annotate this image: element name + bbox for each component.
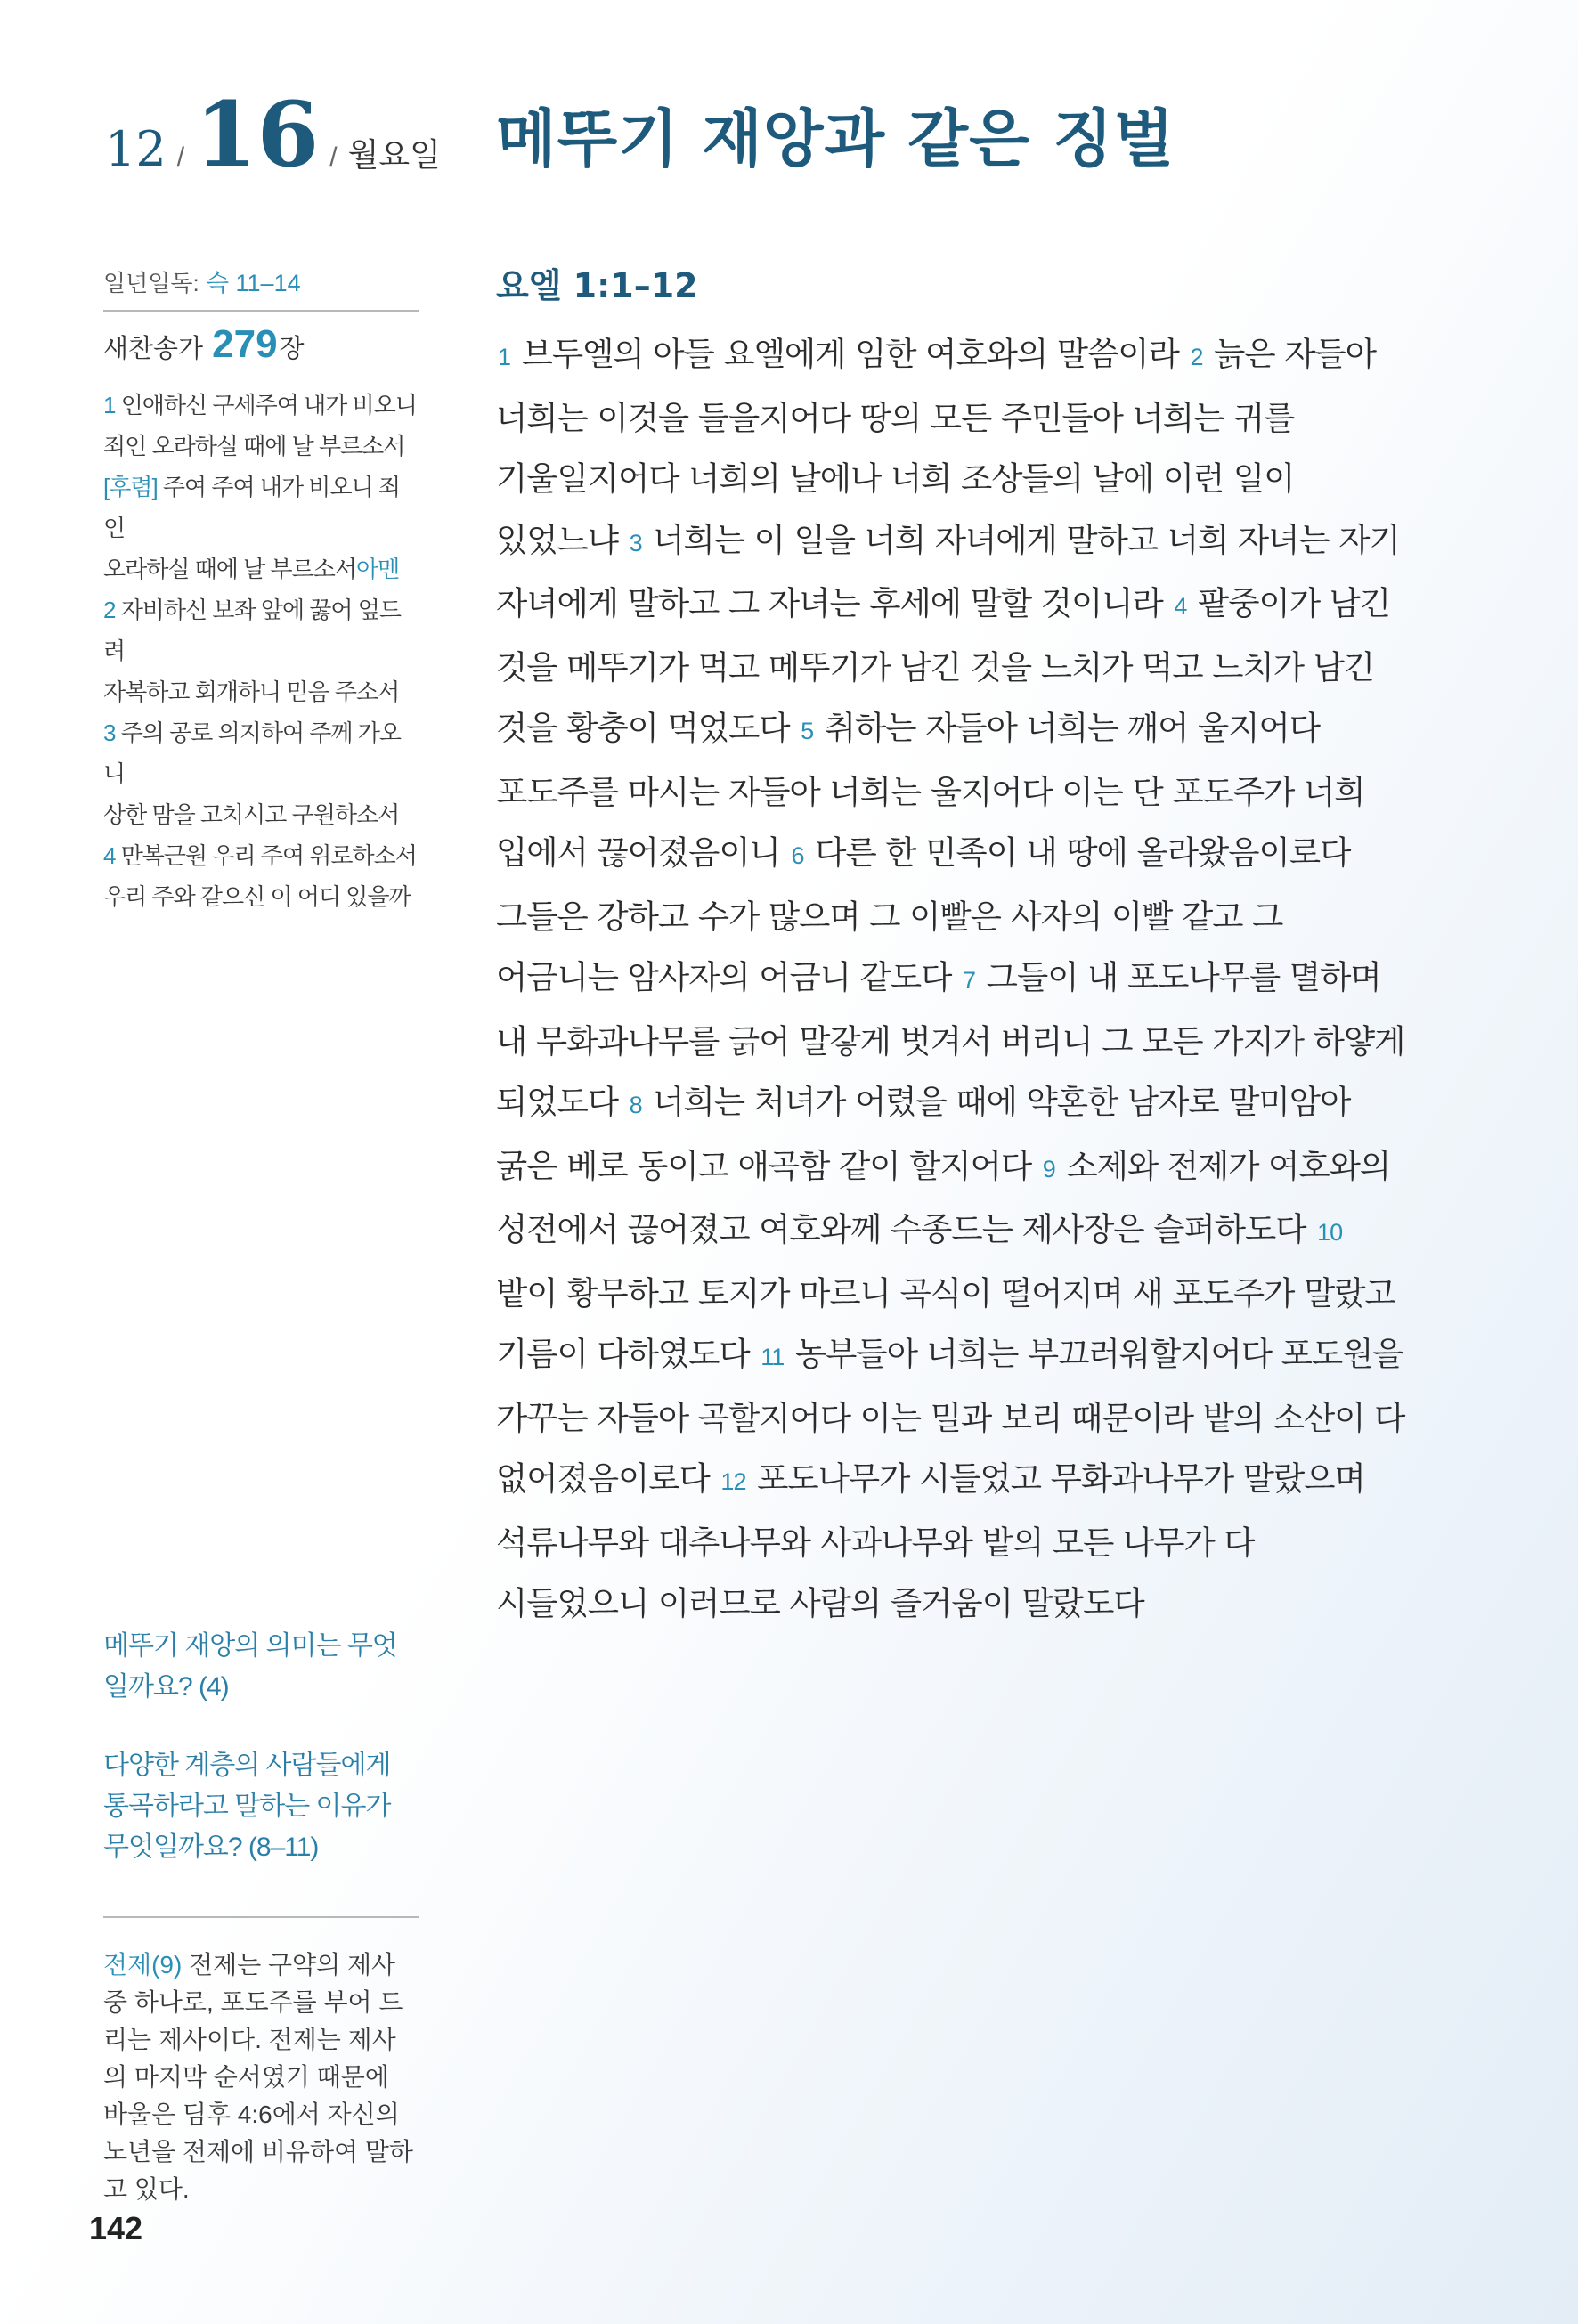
lyric-line <box>103 548 419 589</box>
date-separator-2: / <box>329 142 338 172</box>
verse-text: 너희는 이 일을 너희 자녀에게 말하고 너희 자녀는 자기 자녀에게 말하고 그 자녀는 후세에 말할 것이니라 <box>496 520 1400 622</box>
verse-text: 소제와 전제가 여호와의 성전에서 끊어졌고 여호와께 수종드는 제사장은 슬퍼하도다 <box>496 1146 1391 1248</box>
hymn-label: 새찬송가 <box>103 335 204 363</box>
verse-number: 8 <box>629 1092 642 1118</box>
verse-number: 3 <box>629 529 642 557</box>
verse-text: 그들이 내 포도나무를 멸하며 내 무화과나무를 긁어 말갛게 벗겨서 버리니 그 모든 가지가 하얗게 되었도다 <box>496 958 1405 1121</box>
verse-number: 12 <box>720 1468 746 1495</box>
scripture-reference: 요엘 1:1–12 <box>496 266 698 305</box>
verse-number: 5 <box>801 718 814 744</box>
lyric-line: 죄인 오라하실 때에 날 부르소서 <box>103 433 405 459</box>
verse-text: 너희는 처녀가 어렸을 때에 약혼한 남자로 말미암아 굵은 베로 동이고 애곡함 같이 할지어다 <box>496 1083 1351 1185</box>
amen-tag: 아멘 <box>355 556 400 582</box>
verse-text: 밭이 황무하고 토지가 마르니 곡식이 떨어지며 새 포도주가 말랐고 기름이 다하였도다 <box>496 1273 1395 1373</box>
verse-text: 다른 한 민족이 내 땅에 올라왔음이로다 그들은 강하고 수가 많으며 그 이빨은 사자의 이빨 같고 그 어금니는 암사자의 어금니 같도다 <box>496 833 1351 996</box>
verse-number: 4 <box>1174 593 1187 620</box>
question-item: 다양한 계층의 사람들에게 통곡하라고 말하는 이유가 무엇일까요? (8–11) <box>103 1751 391 1862</box>
verse-number: 6 <box>791 842 804 869</box>
date-weekday: 월요일 <box>347 137 441 174</box>
lyric-line <box>103 385 419 426</box>
verse-number: 2 <box>1190 344 1203 370</box>
lyric-text: 주의 공로 의지하여 주께 가오니 <box>103 719 401 787</box>
lyric-line <box>103 835 419 876</box>
verse-text: 취하는 자들아 너희는 깨어 울지어다 포도주를 마시는 자들아 너희는 울지어다 이는 단 포도주가 너희 입에서 끊어졌음이니 <box>496 709 1365 872</box>
verse-number: 11 <box>761 1344 785 1370</box>
lyric-text: 주여 주여 내가 비오니 죄인 <box>103 474 400 541</box>
lyric-line <box>103 712 419 794</box>
glossary-note <box>103 1946 419 2208</box>
date-month: 12 <box>105 121 167 177</box>
scripture-text <box>496 324 1413 1635</box>
verse-number: 1 <box>498 344 511 370</box>
date-day: 16 <box>195 82 320 187</box>
lyric-text: 자비하신 보좌 앞에 꿇어 엎드려 <box>103 597 401 664</box>
verse-text: 팥중이가 남긴 것을 메뚜기가 먹고 메뚜기가 남긴 것을 느치가 먹고 느치가 남긴 것을 황충이 먹었도다 <box>496 584 1391 747</box>
verse-number: 7 <box>963 967 976 994</box>
verse-number: 2 <box>103 597 116 623</box>
hymn-heading <box>103 322 419 367</box>
lyric-line <box>103 467 419 548</box>
verse-number: 9 <box>1042 1155 1055 1182</box>
note-term: 전제(9) <box>103 1951 183 1979</box>
verse-number: 10 <box>1317 1219 1343 1246</box>
hymn-number: 279 <box>212 322 278 366</box>
sidebar-divider <box>103 310 419 312</box>
verse-text: 농부들아 너희는 부끄러워할지어다 포도원을 가꾸는 자들아 곡할지어다 이는 밀과 보리 때문이라 밭의 소산이 다 없어졌음이로다 <box>496 1335 1405 1498</box>
lyric-text: 인애하신 구세주여 내가 비오니 <box>115 392 417 418</box>
verse-number: 4 <box>103 842 116 869</box>
lyric-line: 상한 맘을 고치시고 구원하소서 <box>103 801 400 828</box>
date-header <box>105 82 441 187</box>
page-title: 메뚜기 재앙과 같은 징벌 <box>496 102 1175 175</box>
lyric-text: 만복근원 우리 주여 위로하소서 <box>115 842 417 869</box>
verse-number: 3 <box>103 719 116 746</box>
yearly-reading-label: 일년일독: <box>103 270 199 297</box>
date-separator: / <box>176 142 185 172</box>
page-number: 142 <box>89 2210 143 2247</box>
verse-text: 브두엘의 아들 요엘에게 임한 여호와의 말씀이라 <box>512 335 1189 373</box>
note-text: 전제는 구약의 제사 중 하나로, 포도주를 부어 드리는 제사이다. 전제는 제사의 마지막 순서였기 때문에 바울은 딤후 4:6에서 자신의 노년을 전제에 비유하여 말하고 있다. <box>103 1951 413 2203</box>
hymn-lyrics <box>103 385 419 917</box>
verse-text: 포도나무가 시들었고 무화과나무가 말랐으며 석류나무와 대추나무와 사과나무와 밭의 모든 나무가 다 시들었으니 이러므로 사람의 즐거움이 말랐도다 <box>496 1459 1365 1622</box>
lyric-line: 우리 주와 같으신 이 어디 있을까 <box>103 883 411 910</box>
yearly-reading-value: 슥 11–14 <box>205 270 301 297</box>
chorus-tag: [후렴] <box>103 474 158 500</box>
question-item: 메뚜기 재앙의 의미는 무엇일까요? (4) <box>103 1631 397 1702</box>
verse-number: 1 <box>103 392 116 418</box>
hymn-suffix: 장 <box>279 335 305 363</box>
reflection-questions <box>103 1626 419 1906</box>
lyric-line <box>103 589 419 671</box>
verse-text: 늙은 자들아 너희는 이것을 들을지어다 땅의 모든 주민들아 너희는 귀를 기울일지어다 너희의 날에나 너희 조상들의 날에 이런 일이 있었느냐 <box>496 335 1376 559</box>
lyric-text: 오라하실 때에 날 부르소서 <box>103 556 356 582</box>
lyric-line: 자복하고 회개하니 믿음 주소서 <box>103 679 400 705</box>
sidebar-divider-2 <box>103 1916 419 1918</box>
yearly-reading <box>103 264 419 298</box>
